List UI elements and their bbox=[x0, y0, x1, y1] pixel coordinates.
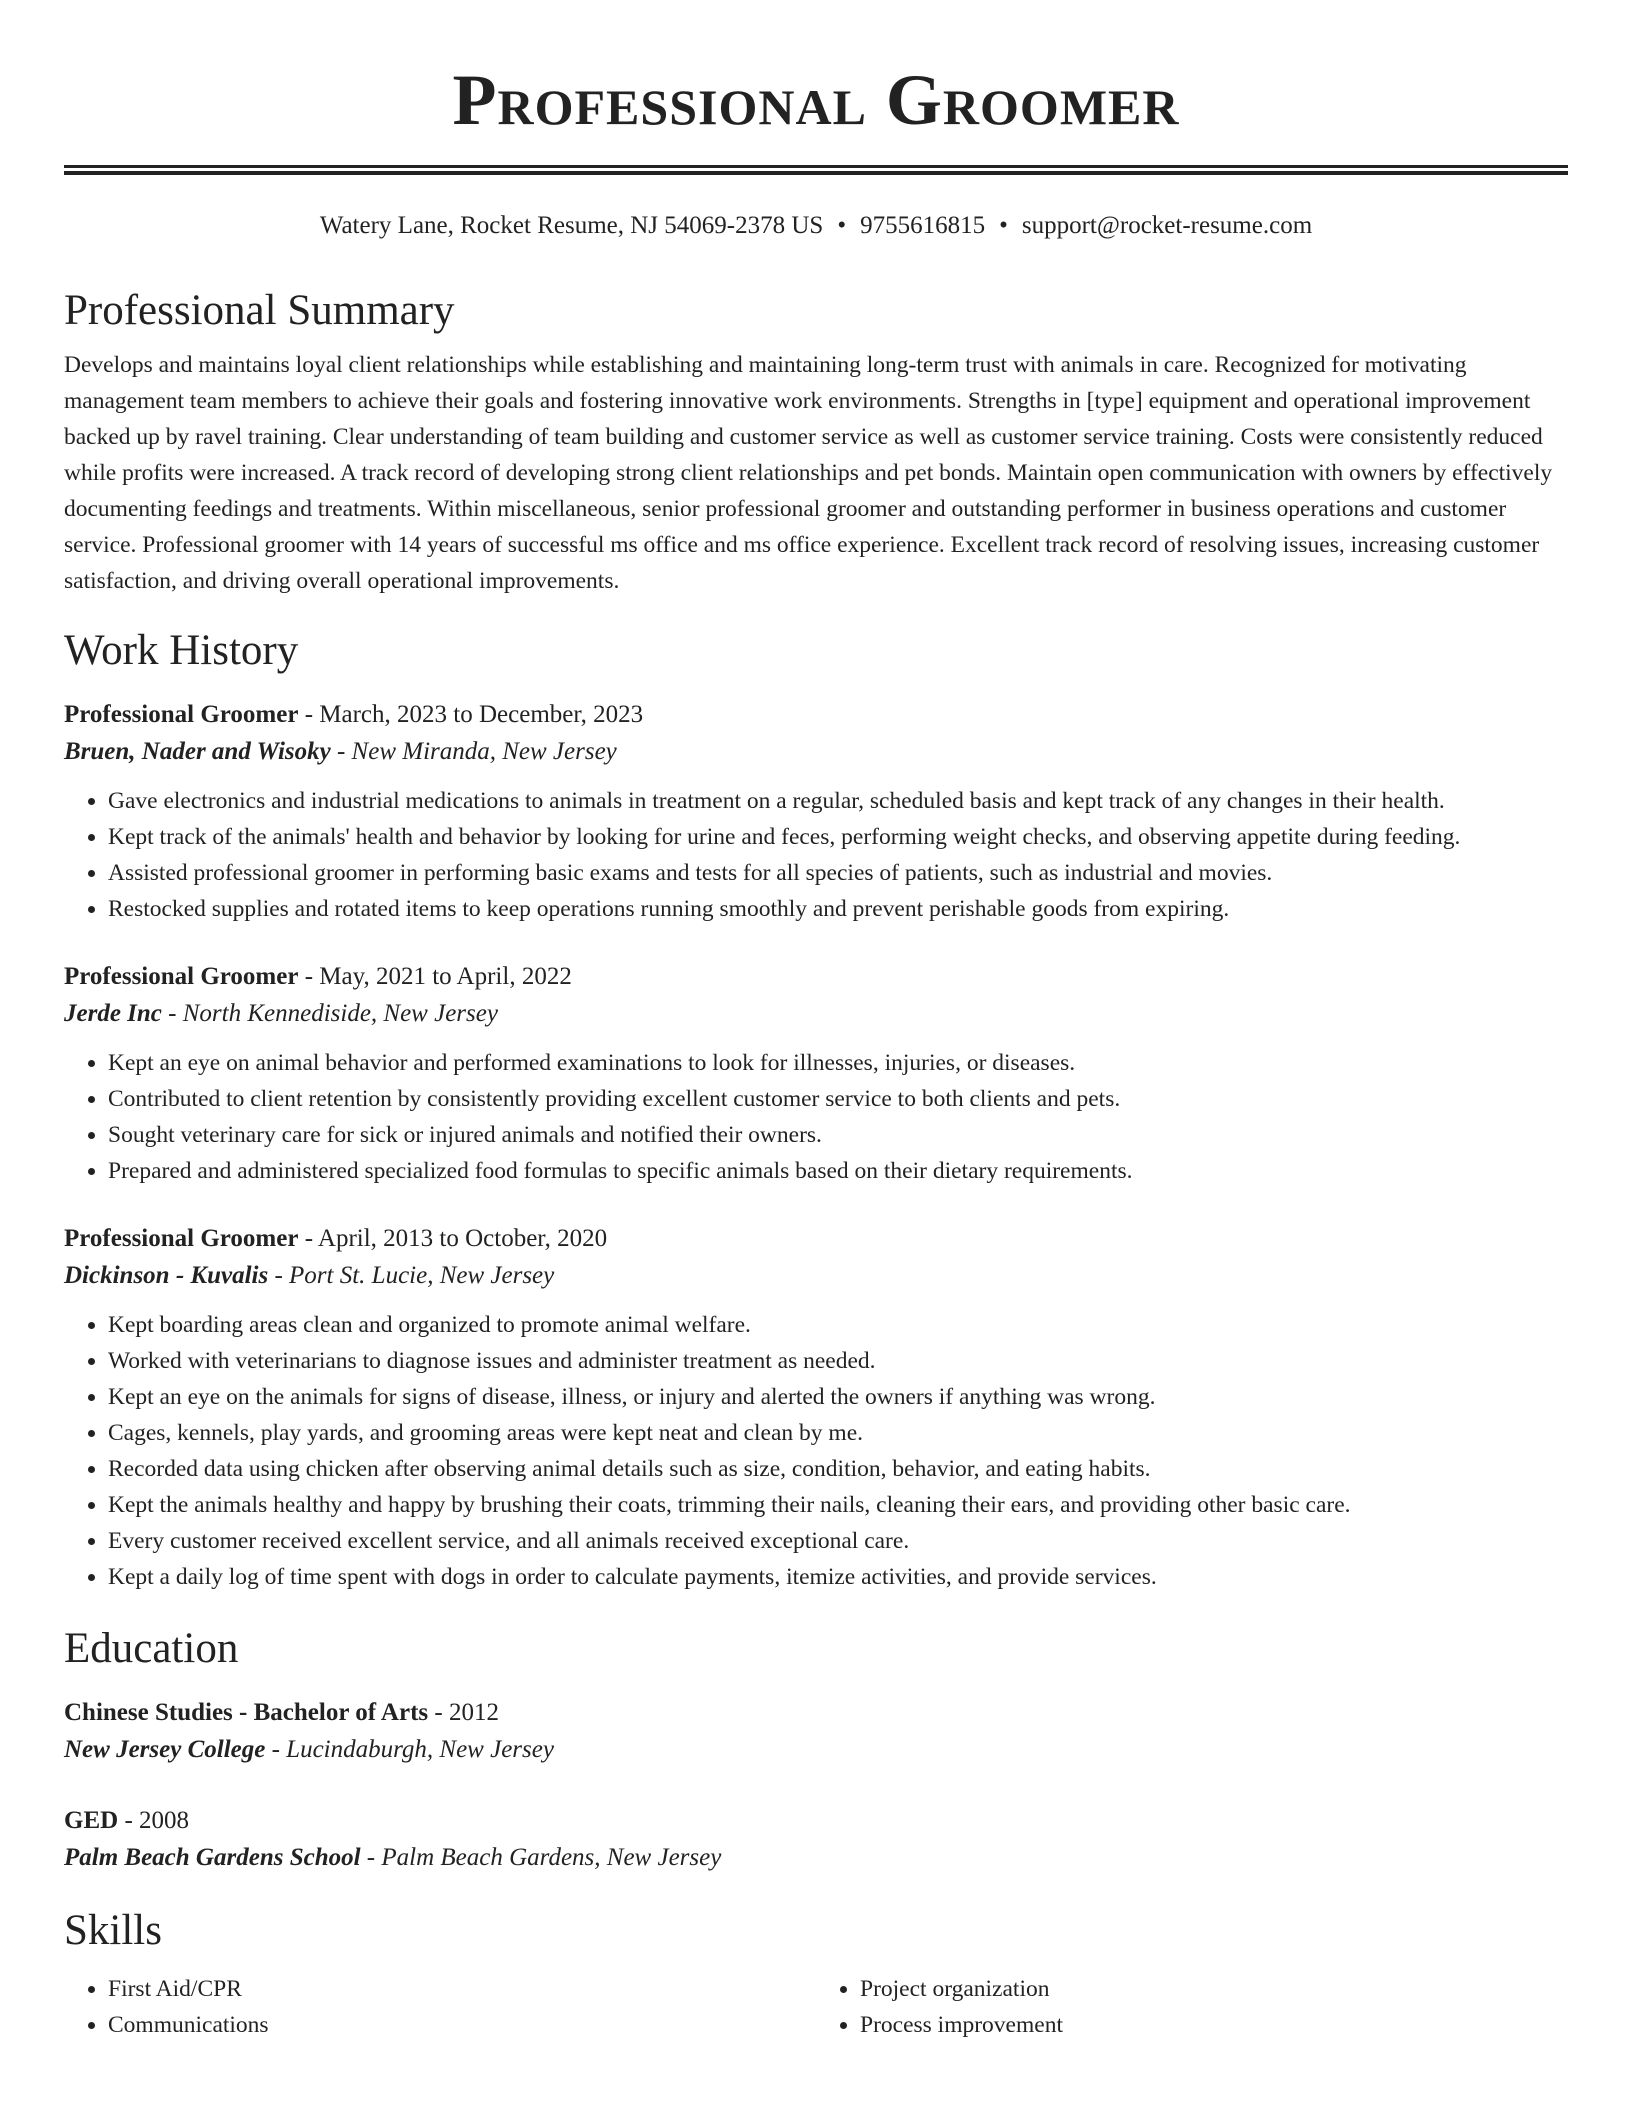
job-title-line bbox=[64, 697, 1568, 733]
job-location: - Port St. Lucie, New Jersey bbox=[268, 1262, 555, 1289]
contact-line bbox=[64, 211, 1568, 241]
skills-heading: Skills bbox=[64, 1907, 162, 1954]
education-entry bbox=[64, 1695, 1568, 1769]
job-duty: • Every customer received excellent service, and all animals received exceptional care. bbox=[108, 1523, 1568, 1559]
skill-item: • Process improvement bbox=[860, 2007, 1568, 2043]
education-location: - Palm Beach Gardens, New Jersey bbox=[360, 1844, 722, 1871]
education-school: New Jersey College bbox=[64, 1736, 266, 1763]
job-entry bbox=[64, 1221, 1568, 1595]
job-duty: • Assisted professional groomer in performing basic exams and tests for all species of patients, such as industrial and movies. bbox=[108, 855, 1568, 891]
job-duty: • Sought veterinary care for sick or injured animals and notified their owners. bbox=[108, 1117, 1568, 1153]
job-duty: • Kept a daily log of time spent with dogs in order to calculate payments, itemize activities, and provide services. bbox=[108, 1559, 1568, 1595]
job-role: Professional Groomer bbox=[64, 701, 299, 728]
job-dates: - April, 2013 to October, 2020 bbox=[298, 1225, 608, 1252]
job-employer-line bbox=[64, 733, 1568, 771]
summary-text: Develops and maintains loyal client relationships while establishing and maintaining long-term trust with animals in care. Recognized for motivating management team members to achieve their goals and fostering innovative work environments. Strengths in [type] equipment and operational improvement backed up by ravel training. Clear understanding of team building and customer service as well as customer service training. Costs were consistently reduced while profits were increased. A track record of developing strong client relationships and pet bonds. Maintain open communication with owners by effectively documenting feedings and treatments. Within miscellaneous, senior professional groomer and outstanding performer in business operations and customer service. Professional groomer with 14 years of successful ms office and ms office experience. Excellent track record of resolving issues, increasing customer satisfaction, and driving overall operational improvements. bbox=[64, 352, 1553, 594]
job-duty: • Prepared and administered specialized food formulas to specific animals based on their dietary requirements. bbox=[108, 1153, 1568, 1189]
job-location: - North Kennediside, New Jersey bbox=[161, 1000, 498, 1027]
job-duty: • Recorded data using chicken after observing animal details such as size, condition, behavior, and eating habits. bbox=[108, 1451, 1568, 1487]
education-heading: Education bbox=[64, 1625, 239, 1672]
contact-email: support@rocket-resume.com bbox=[1021, 212, 1313, 239]
skills-column-left bbox=[64, 1971, 816, 2043]
skills-list bbox=[816, 1971, 1568, 2043]
education-degree-line bbox=[64, 1803, 1568, 1839]
job-role: Professional Groomer bbox=[64, 1225, 299, 1252]
contact-address: Watery Lane, Rocket Resume, NJ 54069-2378 US bbox=[319, 212, 824, 239]
education-degree: Chinese Studies - Bachelor of Arts bbox=[64, 1699, 429, 1726]
job-entry bbox=[64, 697, 1568, 927]
job-title-line bbox=[64, 959, 1568, 995]
contact-separator: • bbox=[837, 212, 847, 239]
job-dates: - March, 2023 to December, 2023 bbox=[298, 701, 644, 728]
work-history-heading: Work History bbox=[64, 627, 299, 674]
job-company: Dickinson - Kuvalis bbox=[64, 1262, 269, 1289]
skill-item: • First Aid/CPR bbox=[108, 1971, 816, 2007]
job-company: Bruen, Nader and Wisoky bbox=[64, 738, 331, 765]
job-dates: - May, 2021 to April, 2022 bbox=[298, 963, 572, 990]
education-degree-line bbox=[64, 1695, 1568, 1731]
job-company: Jerde Inc bbox=[64, 1000, 162, 1027]
job-duties bbox=[64, 783, 1568, 927]
title-divider bbox=[64, 165, 1568, 175]
skills-list bbox=[64, 1971, 816, 2043]
job-employer-line bbox=[64, 995, 1568, 1033]
job-location: - New Miranda, New Jersey bbox=[330, 738, 617, 765]
education-school-line bbox=[64, 1839, 1568, 1877]
summary-heading: Professional Summary bbox=[64, 287, 455, 334]
education-year: - 2008 bbox=[118, 1807, 190, 1834]
skills-grid bbox=[64, 1971, 1568, 2043]
job-duty: • Kept the animals healthy and happy by brushing their coats, trimming their nails, cleaning their ears, and providing other basic care. bbox=[108, 1487, 1568, 1523]
job-title-line bbox=[64, 1221, 1568, 1257]
education-year: - 2012 bbox=[428, 1699, 499, 1726]
job-duty: • Kept an eye on the animals for signs of disease, illness, or injury and alerted the owners if anything was wrong. bbox=[108, 1379, 1568, 1415]
education-entry bbox=[64, 1803, 1568, 1877]
job-duty: • Kept boarding areas clean and organized to promote animal welfare. bbox=[108, 1307, 1568, 1343]
education-school: Palm Beach Gardens School bbox=[64, 1844, 361, 1871]
skill-item: • Communications bbox=[108, 2007, 816, 2043]
education-degree: GED bbox=[64, 1807, 119, 1834]
resume-title: Professional Groomer bbox=[452, 60, 1180, 140]
job-duty: • Restocked supplies and rotated items to keep operations running smoothly and prevent perishable goods from expiring. bbox=[108, 891, 1568, 927]
skill-item: • Project organization bbox=[860, 1971, 1568, 2007]
job-role: Professional Groomer bbox=[64, 963, 299, 990]
job-duty: • Worked with veterinarians to diagnose issues and administer treatment as needed. bbox=[108, 1343, 1568, 1379]
job-duties bbox=[64, 1045, 1568, 1189]
job-duty: • Contributed to client retention by consistently providing excellent customer service to both clients and pets. bbox=[108, 1081, 1568, 1117]
job-duties bbox=[64, 1307, 1568, 1595]
job-duty: • Cages, kennels, play yards, and grooming areas were kept neat and clean by me. bbox=[108, 1415, 1568, 1451]
skills-column-right bbox=[816, 1971, 1568, 2043]
job-duty: • Kept an eye on animal behavior and performed examinations to look for illnesses, injuries, or diseases. bbox=[108, 1045, 1568, 1081]
education-location: - Lucindaburgh, New Jersey bbox=[265, 1736, 554, 1763]
job-employer-line bbox=[64, 1257, 1568, 1295]
job-duty: • Gave electronics and industrial medications to animals in treatment on a regular, scheduled basis and kept track of any changes in their health. bbox=[108, 783, 1568, 819]
contact-phone: 9755616815 bbox=[860, 212, 986, 239]
contact-separator: • bbox=[999, 212, 1008, 239]
job-entry bbox=[64, 959, 1568, 1189]
education-school-line bbox=[64, 1731, 1568, 1769]
job-duty: • Kept track of the animals' health and behavior by looking for urine and feces, performing weight checks, and observing appetite during feeding. bbox=[108, 819, 1568, 855]
